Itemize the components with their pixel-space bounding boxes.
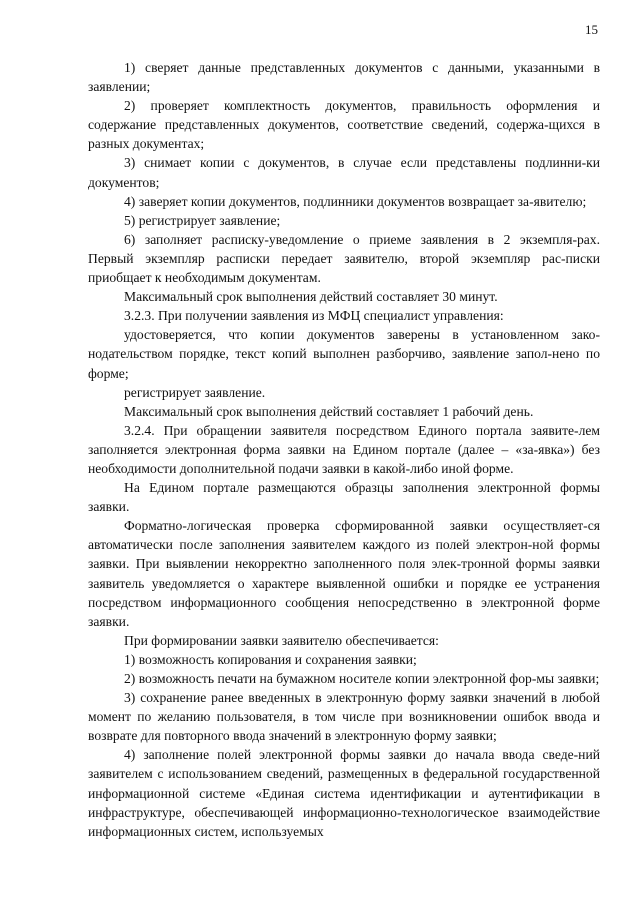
paragraph-18: 3) сохранение ранее введенных в электронную форму заявки значений в любой момент по желанию пользователя, в том числе при возникновении ошибок ввода и возврате для повторного ввода значений в электронную форму заявки;: [88, 690, 600, 744]
paragraph-19: 4) заполнение полей электронной формы заявки до начала ввода сведе-ний заявителем с использованием сведений, размещенных в федеральной государственной информационной системе «Единая система идентификации и аутентификации в инфраструктуре, обеспечивающей информационно-технологическое взаимодействие информационных систем, используемых: [88, 747, 600, 839]
paragraph-3: 3) снимает копии с документов, в случае если представлены подлинни-ки документов;: [88, 155, 600, 190]
paragraph-7: Максимальный срок выполнения действий составляет 30 минут.: [124, 289, 498, 305]
paragraph-5: 5) регистрирует заявление;: [124, 212, 281, 228]
paragraph-1: 1) сверяет данные представленных документов с данными, указанными в заявлении;: [88, 60, 600, 95]
page-number: 15: [585, 22, 598, 37]
paragraph-15: При формировании заявки заявителю обеспечивается:: [124, 632, 439, 648]
paragraph-9: удостоверяется, что копии документов заверены в установленном зако-нодательством порядке, текст копий выполнен разборчиво, заявление запол-нено по форме;: [88, 327, 600, 381]
paragraph-17: 2) возможность печати на бумажном носителе копии электронной фор-мы заявки;: [124, 671, 600, 686]
paragraph-10: регистрирует заявление.: [124, 384, 266, 400]
paragraph-13: На Едином портале размещаются образцы заполнения электронной формы заявки.: [88, 480, 600, 515]
paragraph-4: 4) заверяет копии документов, подлинники документов возвращает за-явителю;: [124, 193, 587, 209]
paragraph-12: 3.2.4. При обращении заявителя посредством Единого портала заявите-лем заполняется электронная форма заявки на Едином портале (далее – «за-явка») без необходимости дополнительной подачи заявки в какой-либо иной форме.: [88, 422, 600, 476]
paragraph-16: 1) возможность копирования и сохранения заявки;: [124, 651, 417, 667]
paragraph-2: 2) проверяет комплектность документов, правильность оформления и содержание представленных документов, соответствие сведений, содержа-щихся в разных документах;: [88, 98, 600, 152]
paragraph-8: 3.2.3. При получении заявления из МФЦ специалист управления:: [124, 308, 504, 324]
paragraph-14: Форматно-логическая проверка сформированной заявки осуществляет-ся автоматически после заполнения заявителем каждого из полей электрон-ной формы заявки. При выявлении некорректно заполненного поля элек-тронной формы заявки заявитель уведомляется о характере выявленной ошибки и порядке ее устранения посредством информационного сообщения непосредственно в электронной форме заявки.: [88, 518, 600, 629]
paragraph-6: 6) заполняет расписку-уведомление о приеме заявления в 2 экземпля-рах. Первый экземпляр расписки передает заявителю, второй экземпляр рас-писки приобщает к необходимым документам.: [88, 231, 600, 286]
document-body: [88, 58, 600, 841]
paragraph-11: Максимальный срок выполнения действий составляет 1 рабочий день.: [124, 403, 534, 419]
